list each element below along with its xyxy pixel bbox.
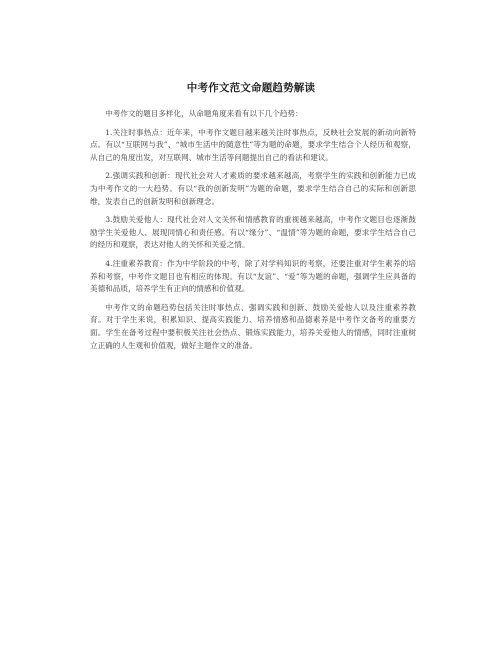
paragraph-trend-3: 3.鼓励关爱他人：现代社会对人文关怀和情感教育的重视越来越高，中考作文题目也逐渐鼓励学生关爱他人、展现同情心和责任感。有以“缘分”、“温情”等为题的命题，要求学生结合自己的经历和观察，表达对他人的关怀和关爱之情。 [90,215,416,250]
document-title: 中考作文范文命题趋势解读 [186,82,316,94]
paragraph-trend-4: 4.注重素养教育：作为中学阶段的中考，除了对学科知识的考察，还要注重对学生素养的培养和考察，中考作文题目也有相应的体现。有以“友谊”、“爱”等为题的命题，强调学生应具备的美德和品质，培养学生有正向的情感和价值观。 [90,258,416,294]
document-body [90,108,416,358]
paragraph-trend-2: 2.强调实践和创新：现代社会对人才素质的要求越来越高，考察学生的实践和创新能力已成为中考作文的一大趋势。有以“我的创新发明”为题的命题，要求学生结合自己的实际和创新思维，发表自己的创新发明和创新理念。 [90,171,416,206]
paragraph-summary: 中考作文的命题趋势包括关注时事热点、强调实践和创新、鼓励关爱他人以及注重素养教育。对于学生来说，积累知识、提高实践能力、培养情感和品德素养是中考作文备考的重要方面。学生在备考过程中要积极关注社会热点、锻炼实践能力，培养关爱他人的情感，同时注重树立正确的人生观和价值观，做好主题作文的准备。 [90,302,416,350]
paragraph-trend-1: 1.关注时事热点：近年来，中考作文题目越来越关注时事热点，反映社会发展的新动向新特点。有以“互联网与我”、“城市生活中的随意性”等为题的命题，要求学生结合个人经历和观察，从自己的角度出发，对互联网、城市生活等问题提出自己的看法和建议。 [90,127,416,162]
paragraph-intro: 中考作文的题目多样化，从命题角度来看有以下几个趋势： [105,109,303,118]
